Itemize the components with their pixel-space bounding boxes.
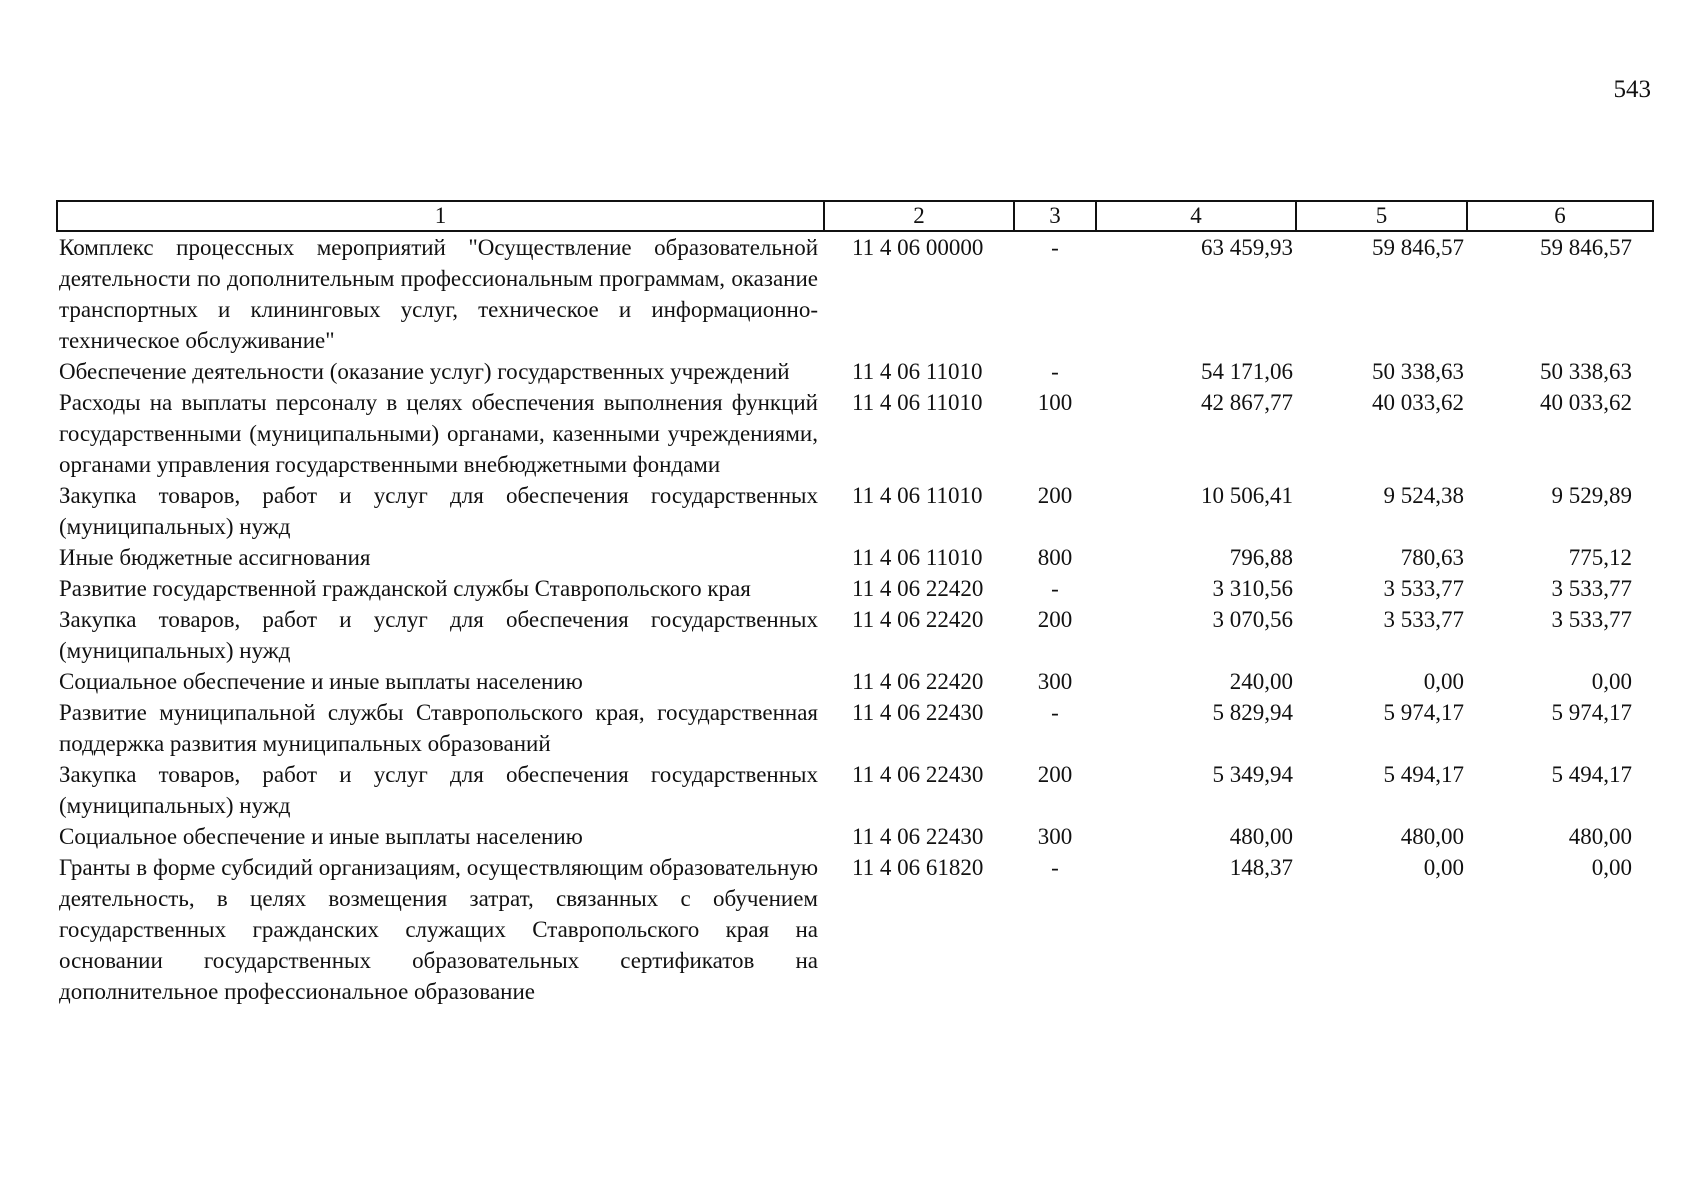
row-amount-col6: 50 338,63 — [1540, 359, 1632, 384]
table-row — [57, 480, 1653, 542]
column-header-3: 3 — [1014, 201, 1096, 231]
header-row — [57, 201, 1653, 231]
row-amount-col5: 0,00 — [1423, 855, 1464, 880]
row-amount-col5: 50 338,63 — [1372, 359, 1464, 384]
row-expense-type: - — [1051, 576, 1059, 601]
table-row — [57, 573, 1653, 604]
row-amount-col4: 240,00 — [1229, 669, 1293, 694]
row-amount-col4: 148,37 — [1229, 855, 1293, 880]
row-expense-type: 300 — [1037, 824, 1073, 849]
table-row — [57, 387, 1653, 480]
row-expense-type: 200 — [1037, 483, 1073, 508]
row-code: 11 4 06 22430 — [852, 762, 984, 787]
row-expense-type: 800 — [1037, 545, 1073, 570]
row-expense-type: 200 — [1037, 762, 1073, 787]
row-amount-col5: 5 494,17 — [1383, 762, 1464, 787]
row-name: Обеспечение деятельности (оказание услуг) государственных учреждений — [59, 359, 790, 384]
row-expense-type: - — [1051, 235, 1059, 260]
row-name: Развитие государственной гражданской службы Ставропольского края — [59, 576, 751, 601]
row-code: 11 4 06 00000 — [852, 235, 984, 260]
table-row — [57, 666, 1653, 697]
row-amount-col6: 40 033,62 — [1540, 390, 1632, 415]
row-amount-col4: 3 070,56 — [1212, 607, 1293, 632]
row-amount-col5: 3 533,77 — [1383, 576, 1464, 601]
table-row — [57, 604, 1653, 666]
table-row — [57, 356, 1653, 387]
row-code: 11 4 06 22420 — [852, 576, 984, 601]
table-row — [57, 542, 1653, 573]
row-amount-col4: 480,00 — [1229, 824, 1293, 849]
row-amount-col4: 5 829,94 — [1212, 700, 1293, 725]
row-amount-col5: 9 524,38 — [1383, 483, 1464, 508]
table-row — [57, 759, 1653, 821]
table-row — [57, 821, 1653, 852]
row-code: 11 4 06 11010 — [852, 545, 983, 570]
column-header-5: 5 — [1296, 201, 1467, 231]
row-code: 11 4 06 11010 — [852, 483, 983, 508]
row-amount-col5: 480,00 — [1400, 824, 1464, 849]
row-amount-col5: 5 974,17 — [1383, 700, 1464, 725]
row-amount-col6: 59 846,57 — [1540, 235, 1632, 260]
row-expense-type: 100 — [1037, 390, 1073, 415]
table-row — [57, 852, 1653, 1007]
row-amount-col6: 0,00 — [1591, 855, 1632, 880]
row-amount-col4: 10 506,41 — [1201, 483, 1293, 508]
row-amount-col6: 3 533,77 — [1551, 607, 1632, 632]
column-header-1: 1 — [57, 201, 824, 231]
row-code: 11 4 06 22430 — [852, 824, 984, 849]
row-name: Социальное обеспечение и иные выплаты населению — [59, 669, 583, 694]
row-name: Закупка товаров, работ и услуг для обеспечения государственных (муниципальных) нужд — [59, 607, 818, 663]
row-amount-col4: 5 349,94 — [1212, 762, 1293, 787]
row-expense-type: - — [1051, 855, 1059, 880]
column-header-2: 2 — [824, 201, 1014, 231]
row-name: Иные бюджетные ассигнования — [59, 545, 371, 570]
row-name: Гранты в форме субсидий организациям, осуществляющим образовательную деятельность, в целях возмещения затрат, связанных с обучением государственных гражданских служащих Ставропольского края на основании государственных образовательных сертификатов на дополнительное профессиональное образование — [59, 855, 818, 1004]
row-expense-type: 200 — [1037, 607, 1073, 632]
row-code: 11 4 06 11010 — [852, 359, 983, 384]
row-code: 11 4 06 11010 — [852, 390, 983, 415]
row-amount-col4: 63 459,93 — [1201, 235, 1293, 260]
row-expense-type: 300 — [1037, 669, 1073, 694]
page-number: 543 — [1613, 76, 1651, 103]
row-code: 11 4 06 22420 — [852, 607, 984, 632]
row-amount-col4: 796,88 — [1229, 545, 1293, 570]
row-code: 11 4 06 22430 — [852, 700, 984, 725]
row-code: 11 4 06 61820 — [852, 855, 984, 880]
row-amount-col6: 5 494,17 — [1551, 762, 1632, 787]
row-amount-col6: 5 974,17 — [1551, 700, 1632, 725]
row-amount-col4: 42 867,77 — [1201, 390, 1293, 415]
row-name: Развитие муниципальной службы Ставропольского края, государственная поддержка развития муниципальных образований — [59, 700, 818, 756]
column-header-4: 4 — [1096, 201, 1296, 231]
row-amount-col6: 0,00 — [1591, 669, 1632, 694]
table-body — [57, 231, 1653, 1007]
row-name: Социальное обеспечение и иные выплаты населению — [59, 824, 583, 849]
row-amount-col6: 775,12 — [1568, 545, 1632, 570]
row-name: Закупка товаров, работ и услуг для обеспечения государственных (муниципальных) нужд — [59, 762, 818, 818]
budget-table — [56, 200, 1654, 1007]
row-amount-col5: 40 033,62 — [1372, 390, 1464, 415]
row-name: Закупка товаров, работ и услуг для обеспечения государственных (муниципальных) нужд — [59, 483, 818, 539]
row-amount-col4: 54 171,06 — [1201, 359, 1293, 384]
row-amount-col5: 59 846,57 — [1372, 235, 1464, 260]
row-name: Комплекс процессных мероприятий "Осуществление образовательной деятельности по дополнительным профессиональным программам, оказание транспортных и клининговых услуг, техническое и информационно-техническое обслуживание" — [59, 235, 818, 353]
row-amount-col6: 9 529,89 — [1551, 483, 1632, 508]
row-amount-col5: 780,63 — [1400, 545, 1464, 570]
row-amount-col5: 3 533,77 — [1383, 607, 1464, 632]
row-amount-col6: 3 533,77 — [1551, 576, 1632, 601]
row-code: 11 4 06 22420 — [852, 669, 984, 694]
row-amount-col6: 480,00 — [1568, 824, 1632, 849]
table-row — [57, 231, 1653, 356]
table-row — [57, 697, 1653, 759]
row-expense-type: - — [1051, 700, 1059, 725]
row-amount-col5: 0,00 — [1423, 669, 1464, 694]
row-amount-col4: 3 310,56 — [1212, 576, 1293, 601]
row-expense-type: - — [1051, 359, 1059, 384]
column-header-6: 6 — [1467, 201, 1653, 231]
row-name: Расходы на выплаты персоналу в целях обеспечения выполнения функций государственными (муниципальными) органами, казенными учреждениями, органами управления государственными внебюджетными фондами — [59, 390, 818, 477]
